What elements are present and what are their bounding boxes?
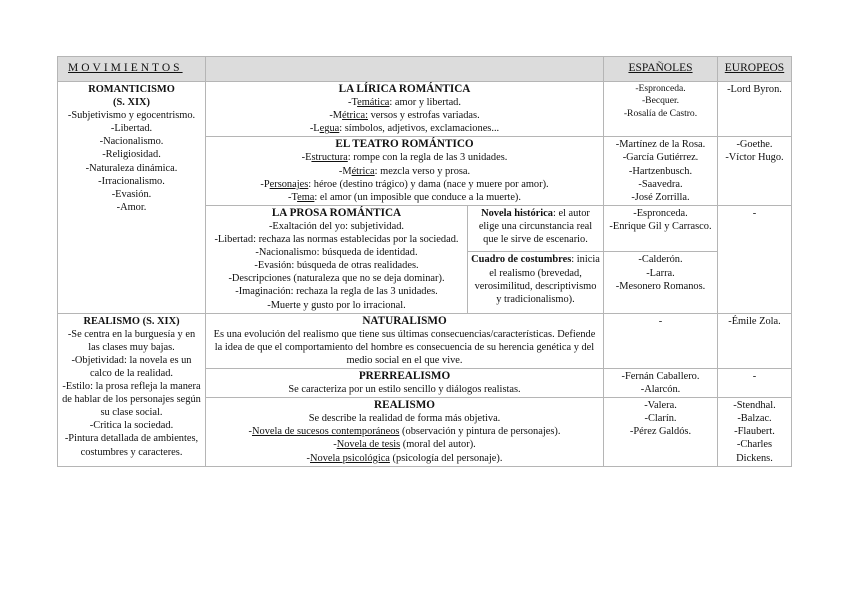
header-movimientos <box>58 57 206 82</box>
realismo-espanoles <box>604 398 718 466</box>
author: -Saavedra. <box>638 178 683 190</box>
prosa-title: LA PROSA ROMÁNTICA <box>271 206 402 219</box>
lirica-line: -Temática: amor y libertad. <box>348 97 461 109</box>
prosa-line: -Evasión: búsqueda de otras realidades. <box>254 260 419 272</box>
prosa-line: -Descripciones (naturaleza que no se deja dominar). <box>228 273 445 285</box>
author: -Hartzenbusch. <box>628 165 693 177</box>
author: -Flaubert. <box>734 426 775 438</box>
author: -Enrique Gil y Carrasco. <box>609 220 712 232</box>
prerrealismo-europeos <box>718 368 792 397</box>
prosa-line: -Nacionalismo: búsqueda de identidad. <box>255 247 418 259</box>
prosa-line: -Exaltación del yo: subjetividad. <box>268 220 405 232</box>
historica-espanoles <box>604 205 718 252</box>
header-espanoles <box>604 57 718 82</box>
historica-title: Novela histórica <box>481 207 553 219</box>
author: -Alarcón. <box>640 384 681 396</box>
author: -José Zorrilla. <box>631 191 690 203</box>
teatro-line: -Estructura: rompe con la regla de las 3 unidades. <box>301 152 508 164</box>
romanticismo-feature: -Irracionalismo. <box>98 175 165 187</box>
romanticismo-feature: -Evasión. <box>111 188 152 200</box>
header-espanoles-label: ESPAÑOLES <box>628 62 693 75</box>
author: -García Gutiérrez. <box>622 152 699 164</box>
realismo-feature: -Se centra en la burguesía y en las clases muy bajas. <box>67 328 196 353</box>
teatro-line: -Personajes: héroe (destino trágico) y dama (nace y muere por amor). <box>260 178 549 190</box>
header-blank <box>206 57 604 82</box>
naturalismo-text: Es una evolución del realismo que tiene sus últimas consecuencias/características. Defiende la idea de que el comportamiento del hombre es consecuencia de su herencia genética y del medio social en el que vive. <box>213 328 596 366</box>
author: -Pérez Galdós. <box>629 426 692 438</box>
romanticismo-feature: -Libertad. <box>110 123 153 135</box>
prerrealismo-text: Se caracteriza por un estilo sencillo y diálogos realistas. <box>288 384 521 396</box>
author: -Calderón. <box>638 254 683 266</box>
author: -Becquer. <box>641 95 680 107</box>
realismo-cell <box>58 313 206 466</box>
author: - <box>658 315 663 327</box>
author: -Émile Zola. <box>728 315 781 327</box>
row-lirica <box>58 82 792 137</box>
realismo-line: -Novela de tesis (moral del autor). <box>333 439 476 451</box>
teatro-title: EL TEATRO ROMÁNTICO <box>335 138 474 151</box>
prerrealismo-title: PRERREALISMO <box>358 369 451 382</box>
author: -Rosalía de Castro. <box>623 107 698 119</box>
romanticismo-feature: -Naturaleza dinámica. <box>85 162 178 174</box>
author: -Martínez de la Rosa. <box>615 139 706 151</box>
historica-text: : el autor elige una circunstancia real que le sirve de escenario. <box>478 207 593 246</box>
realismo-line: -Novela psicológica (psicología del personaje). <box>306 452 503 464</box>
prosa-line: -Libertad: rechaza las normas establecidas por la sociedad. <box>214 234 459 246</box>
header-europeos-label: EUROPEOS <box>724 62 785 75</box>
realismo-sub-cell <box>206 398 604 466</box>
naturalismo-espanoles <box>604 313 718 368</box>
author: -Espronceda. <box>635 83 686 94</box>
realismo-europeos <box>718 398 792 466</box>
author: -Fernán Caballero. <box>621 370 700 382</box>
prosa-line: -Muerte y gusto por lo irracional. <box>267 299 406 311</box>
romanticismo-cell <box>58 82 206 314</box>
lirica-cell <box>206 82 604 137</box>
lirica-espanoles <box>604 82 718 137</box>
romanticismo-feature: -Religiosidad. <box>102 149 161 161</box>
romanticismo-feature: -Nacionalismo. <box>99 136 164 148</box>
author: -Espronceda. <box>633 207 688 219</box>
lirica-line: -Legua: símbolos, adjetivos, exclamaciones... <box>309 123 500 135</box>
author: -Charles Dickens. <box>736 439 773 464</box>
teatro-europeos <box>718 137 792 205</box>
author: -Balzac. <box>737 413 772 425</box>
costumbres-espanoles <box>604 252 718 313</box>
costumbres-title: Cuadro de costumbres <box>471 254 572 266</box>
romanticismo-feature: -Amor. <box>116 201 147 213</box>
author: -Lord Byron. <box>727 84 782 95</box>
author: -Víctor Hugo. <box>725 152 784 164</box>
realismo-feature: -Objetividad: la novela es un calco de la realidad. <box>71 354 192 379</box>
teatro-cell <box>206 137 604 205</box>
lirica-line: -Métrica: versos y estrofas variadas. <box>329 110 480 122</box>
author: -Mesonero Romanos. <box>615 280 706 292</box>
costumbres-cell <box>468 252 604 313</box>
realismo-line: -Novela de sucesos contemporáneos (observación y pintura de personajes). <box>248 426 561 438</box>
lirica-title: LA LÍRICA ROMÁNTICA <box>338 83 471 95</box>
teatro-line: -Tema: el amor (un imposible que conduce a la muerte). <box>288 191 521 203</box>
author: -Clarín. <box>644 413 677 425</box>
author: -Larra. <box>646 267 675 279</box>
prosa-cell <box>206 205 468 313</box>
prerrealismo-espanoles <box>604 368 718 397</box>
realismo-title: REALISMO <box>374 399 435 412</box>
romanticismo-feature: -Subjetivismo y egocentrismo. <box>67 110 196 122</box>
header-movimientos-label: MOVIMIENTOS <box>68 62 183 75</box>
realismo-feature: -Estilo: la prosa refleja la manera de hablar de los personajes según su clase social. <box>62 381 201 419</box>
header-row <box>58 57 792 82</box>
lirica-europeos <box>718 82 792 137</box>
naturalismo-title: NATURALISMO <box>362 314 447 327</box>
prosa-europeos <box>718 205 792 313</box>
historica-cell <box>468 205 604 252</box>
teatro-line: -Métrica: mezcla verso y prosa. <box>338 165 471 177</box>
realismo-intro: Se describe la realidad de forma más objetiva. <box>308 413 501 425</box>
teatro-espanoles <box>604 137 718 205</box>
realismo-col-title: REALISMO (S. XIX) <box>83 315 180 327</box>
costumbres-text: : inicia el realismo (brevedad, verosimilitud, descriptivismo y tradicionalismo). <box>474 254 600 305</box>
author: -Valera. <box>644 400 677 412</box>
literature-table <box>57 56 792 467</box>
author: - <box>752 370 757 382</box>
header-europeos <box>718 57 792 82</box>
romanticismo-title: ROMANTICISMO <box>88 84 175 95</box>
prerrealismo-cell <box>206 368 604 397</box>
prosa-line: -Imaginación: rechaza la regla de las 3 unidades. <box>235 286 438 298</box>
naturalismo-cell <box>206 313 604 368</box>
author: -Goethe. <box>736 139 773 151</box>
row-naturalismo <box>58 313 792 368</box>
author: -Stendhal. <box>733 400 776 412</box>
author: - <box>752 207 757 219</box>
naturalismo-europeos <box>718 313 792 368</box>
romanticismo-period: (S. XIX) <box>113 97 150 109</box>
realismo-feature: -Pintura detallada de ambientes, costumbres y caracteres. <box>64 433 199 458</box>
realismo-feature: -Critica la sociedad. <box>89 420 174 432</box>
